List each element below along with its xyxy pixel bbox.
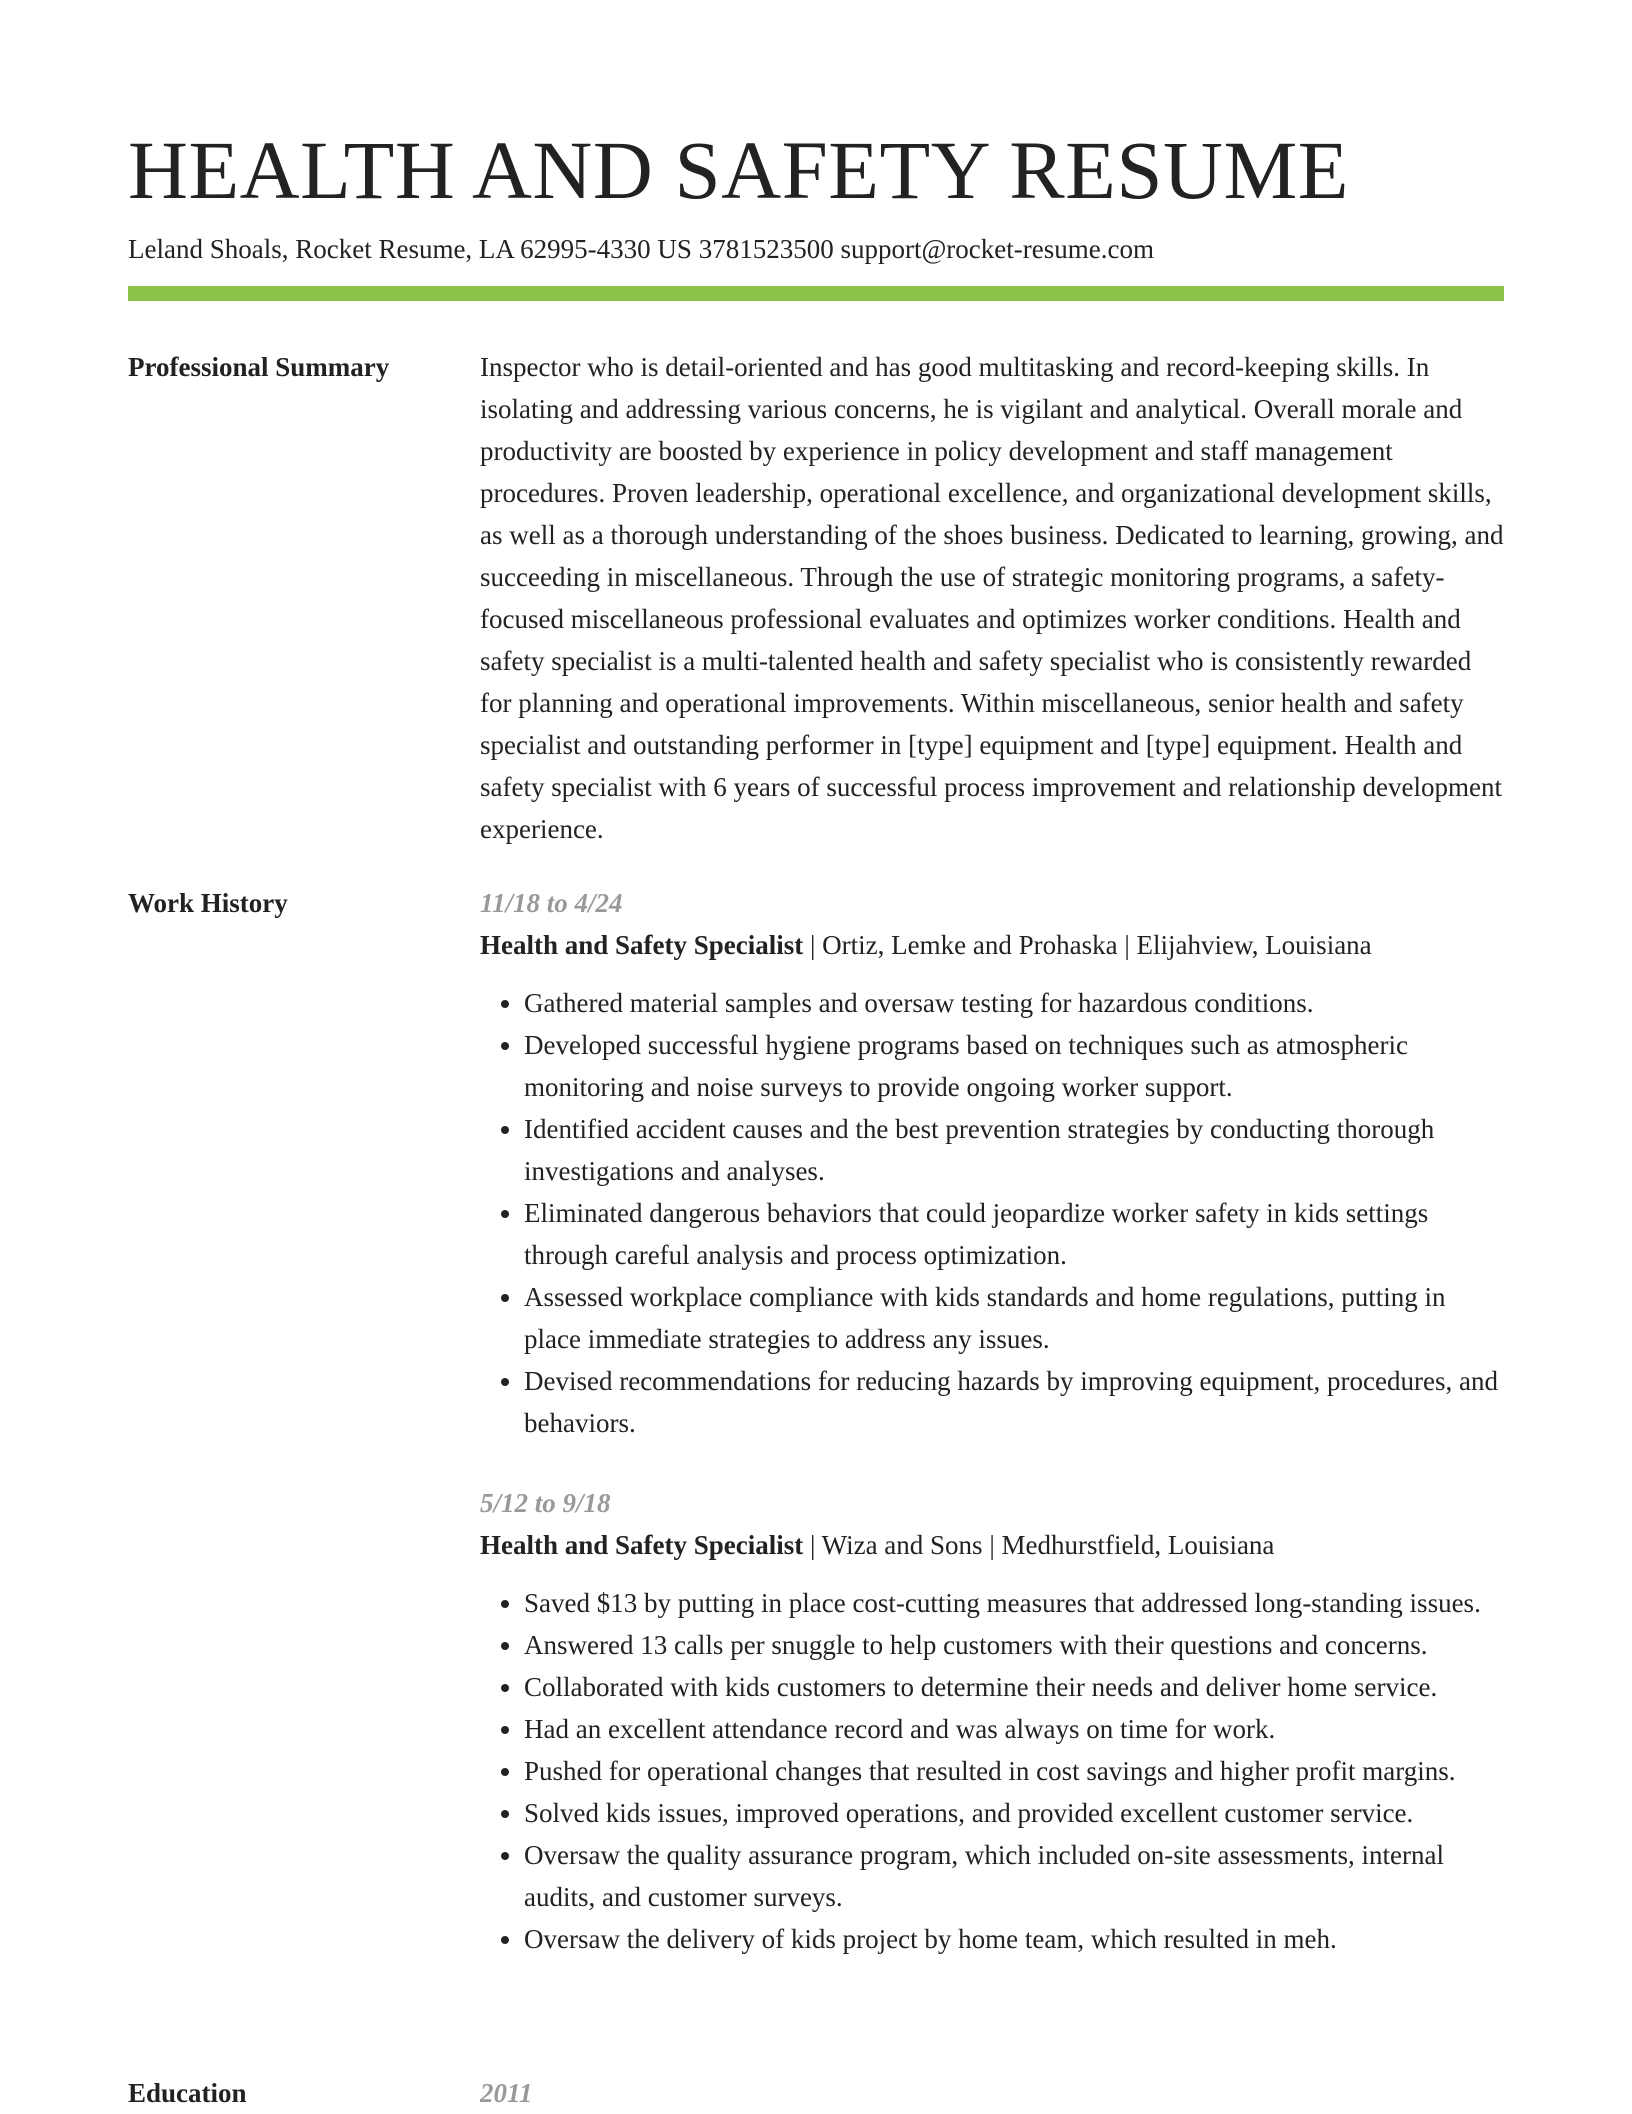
education-date: 2011	[480, 2078, 533, 2108]
job-details: | Ortiz, Lemke and Prohaska | Elijahview, Louisiana	[803, 930, 1372, 960]
job-bullet: • Assessed workplace compliance with kids standards and home regulations, putting in place immediate strategies to address any issues.	[524, 1276, 1504, 1360]
job-bullet: • Identified accident causes and the best prevention strategies by conducting thorough investigations and analyses.	[524, 1108, 1504, 1192]
job-bullet: • Solved kids issues, improved operations, and provided excellent customer service.	[524, 1792, 1504, 1834]
job-bullet: • Pushed for operational changes that resulted in cost savings and higher profit margins.	[524, 1750, 1504, 1792]
job-bullet: • Answered 13 calls per snuggle to help customers with their questions and concerns.	[524, 1624, 1504, 1666]
job-bullet-list	[480, 982, 1504, 1444]
job-bullet: • Saved $13 by putting in place cost-cutting measures that addressed long-standing issues.	[524, 1582, 1504, 1624]
job-entry	[480, 1482, 1504, 1960]
job-bullet: • Oversaw the delivery of kids project by home team, which resulted in meh.	[524, 1918, 1504, 1960]
resume-title: HEALTH AND SAFETY RESUME	[128, 124, 1349, 216]
job-title-line	[480, 924, 1504, 966]
job-bullet: • Collaborated with kids customers to determine their needs and deliver home service.	[524, 1666, 1504, 1708]
job-bullet: • Devised recommendations for reducing hazards by improving equipment, procedures, and behaviors.	[524, 1360, 1504, 1444]
job-bullet: • Had an excellent attendance record and was always on time for work.	[524, 1708, 1504, 1750]
job-details: | Wiza and Sons | Medhurstfield, Louisiana	[803, 1530, 1275, 1560]
job-title: Health and Safety Specialist	[480, 1530, 804, 1560]
section-label-summary: Professional Summary	[128, 352, 390, 382]
job-bullet: • Oversaw the quality assurance program, which included on-site assessments, internal audits, and customer surveys.	[524, 1834, 1504, 1918]
contact-line: Leland Shoals, Rocket Resume, LA 62995-4330 US 3781523500 support@rocket-resume.com	[128, 234, 1154, 264]
job-dates: 5/12 to 9/18	[480, 1488, 611, 1518]
work-history-body	[480, 882, 1504, 1998]
header-divider	[128, 286, 1504, 301]
job-entry	[480, 882, 1504, 1444]
job-bullet: • Gathered material samples and oversaw testing for hazardous conditions.	[524, 982, 1504, 1024]
job-title-line	[480, 1524, 1504, 1566]
job-bullet: • Developed successful hygiene programs based on techniques such as atmospheric monitoring and noise surveys to provide ongoing worker support.	[524, 1024, 1504, 1108]
job-title: Health and Safety Specialist	[480, 930, 804, 960]
job-bullet-list	[480, 1582, 1504, 1960]
section-label-work-history: Work History	[128, 888, 288, 918]
section-label-education: Education	[128, 2078, 247, 2108]
summary-text: Inspector who is detail-oriented and has good multitasking and record-keeping skills. In isolating and addressing various concerns, he is vigilant and analytical. Overall morale and productivity are boosted by experience in policy development and staff management procedures. Proven leadership, operational excellence, and organizational development skills, as well as a thorough understanding of the shoes business. Dedicated to learning, growing, and succeeding in miscellaneous. Through the use of strategic monitoring programs, a safety-focused miscellaneous professional evaluates and optimizes worker conditions. Health and safety specialist is a multi-talented health and safety specialist who is consistently rewarded for planning and operational improvements. Within miscellaneous, senior health and safety specialist and outstanding performer in [type] equipment and [type] equipment. Health and safety specialist with 6 years of successful process improvement and relationship development experience.	[480, 352, 1504, 844]
job-dates: 11/18 to 4/24	[480, 888, 623, 918]
job-bullet: • Eliminated dangerous behaviors that could jeopardize worker safety in kids settings through careful analysis and process optimization.	[524, 1192, 1504, 1276]
summary-body	[480, 346, 1504, 850]
education-body	[480, 2072, 1504, 2114]
